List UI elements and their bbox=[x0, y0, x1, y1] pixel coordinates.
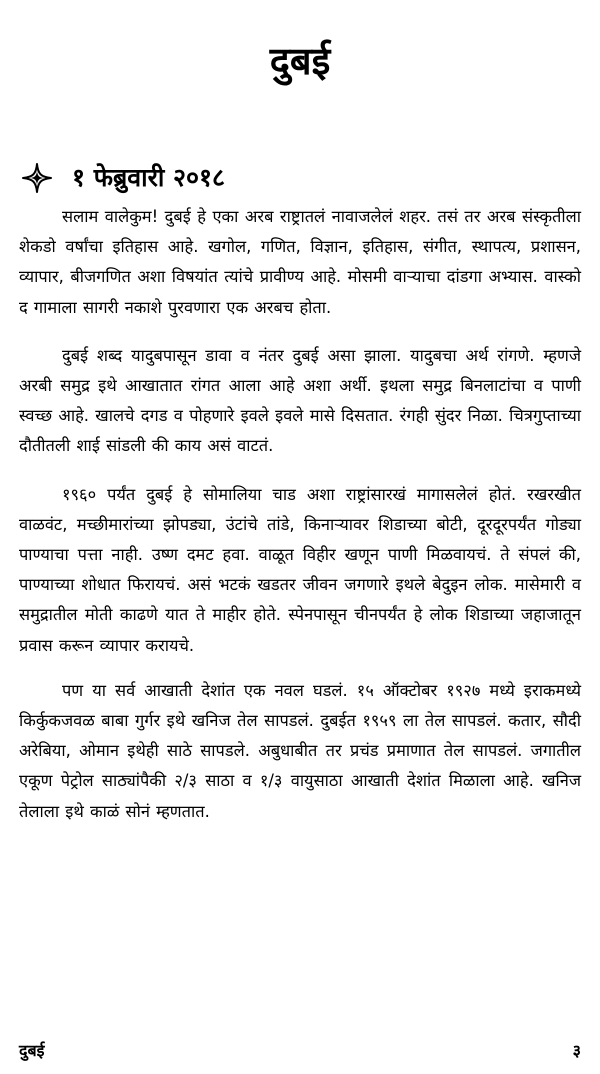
date-heading bbox=[22, 160, 225, 196]
running-footer-title: दुबई bbox=[19, 1041, 45, 1060]
page-footer bbox=[19, 1040, 581, 1062]
paragraph-4: पण या सर्व आखाती देशांत एक नवल घडलं. १५ ऑक्टोबर १९२७ मध्ये इराकमध्ये किर्कुकजवळ बाबा गुर्गर इथे खनिज तेल सापडलं. दुबईत १९५९ ला तेल सापडलं. कतार, सौदी अरेबिया, ओमान इथेही साठे सापडले. अबुधाबीत तर प्रचंड प्रमाणात तेल सापडलं. जगातील एकूण पेट्रोल साठ्यांपैकी २/३ साठा व १/३ वायुसाठा आखाती देशांत मिळाला आहे. खनिज तेलाला इथे काळं सोनं म्हणतात. bbox=[19, 680, 581, 821]
date-heading-text: १ फेब्रुवारी २०१८ bbox=[72, 163, 226, 192]
paragraph-1: सलाम वालेकुम! दुबई हे एका अरब राष्ट्रातलं नावाजलेलं शहर. तसं तर अरब संस्कृतीला शेकडो वर्षांचा इतिहास आहे. खगोल, गणित, विज्ञान, इतिहास, संगीत, स्थापत्य, प्रशासन, व्यापार, बीजगणित अशा विषयांत त्यांचे प्रावीण्य आहे. मोसमी वाऱ्याचा दांडगा अभ्यास. वास्को द गामाला सागरी नकाशे पुरवणारा एक अरबच होता. bbox=[19, 207, 581, 317]
four-point-star-icon bbox=[22, 163, 52, 193]
paragraph-2: दुबई शब्द यादुबपासून डावा व नंतर दुबई असा झाला. यादुबचा अर्थ रांगणे. म्हणजे अरबी समुद्र इथे आखातात रांगत आला आहे अशा अर्थी. इथला समुद्र बिनलाटांचा व पाणी स्वच्छ आहे. खालचे दगड व पोहणारे इवले इवले मासे दिसतात. रंगही सुंदर निळा. चित्रगुप्ताच्या दौतीतली शाई सांडली की काय असं वाटतं. bbox=[19, 345, 581, 456]
page-number: ३ bbox=[572, 1041, 581, 1060]
page-title: दुबई bbox=[269, 39, 331, 83]
article-body bbox=[19, 202, 581, 845]
paragraph-3: १९६० पर्यंत दुबई हे सोमालिया चाड अशा राष्ट्रांसारखं मागासलेलं होतं. रखरखीत वाळवंट, मच्छीमारांच्या झोपड्या, उंटांचे तांडे, किनाऱ्यावर शिडाच्या बोटी, दूरदूरपर्यंत गोड्या पाण्याचा पत्ता नाही. उष्ण दमट हवा. वाळूत विहीर खणून पाणी मिळवायचं. ते संपलं की, पाण्याच्या शोधात फिरायचं. असं भटकं खडतर जीवन जगणारे इथले बेदुइन लोक. मासेमारी व समुद्रातील मोती काढणे यात ते माहीर होते. स्पेनपासून चीनपर्यंत हे लोक शिडाच्या जहाजातून प्रवास करून व्यापार करायचे. bbox=[19, 484, 581, 655]
